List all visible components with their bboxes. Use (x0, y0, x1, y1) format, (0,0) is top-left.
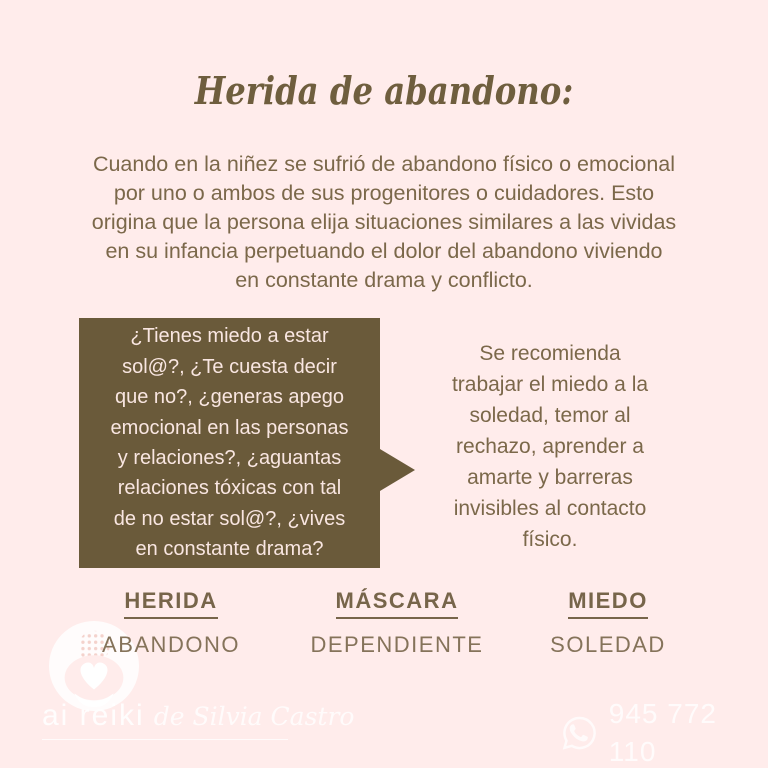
bubble-line: sol@?, ¿Te cuesta decir (122, 355, 337, 378)
intro-paragraph (34, 150, 734, 295)
summary-header-mascara: MÁSCARA (336, 588, 459, 619)
recommendation-line: Se recomienda (479, 342, 621, 365)
speech-bubble-tail (380, 449, 415, 491)
recommendation-line: invisibles al contacto (453, 497, 647, 520)
intro-line: en constante drama y conflicto. (235, 268, 533, 292)
summary-value-abandono: ABANDONO (102, 632, 240, 657)
intro-line: origina que la persona elija situaciones similares a las vividas (91, 210, 677, 234)
bubble-line: ¿Tienes miedo a estar (130, 325, 329, 348)
brand-signature (42, 699, 354, 733)
summary-column-herida (61, 588, 281, 658)
recommendation-line: amarte y barreras (467, 466, 633, 489)
recommendation-line: soledad, temor al (469, 404, 631, 427)
recommendation-paragraph (420, 338, 680, 555)
recommendation-line: rechazo, aprender a (456, 435, 644, 458)
recommendation-line: trabajar el miedo a la (451, 373, 649, 396)
page-title: Herida de abandono: (194, 68, 574, 113)
whatsapp-contact (561, 695, 768, 768)
summary-column-mascara (287, 588, 507, 658)
summary-column-miedo (498, 588, 718, 658)
brand-name: ai reiki (42, 699, 145, 732)
intro-line: Cuando en la niñez se sufrió de abandono físico o emocional (92, 152, 676, 176)
whatsapp-icon (561, 714, 598, 752)
intro-line: en su infancia perpetuando el dolor del abandono viviendo (105, 239, 663, 263)
bubble-line: y relaciones?, ¿aguantas (117, 447, 342, 469)
summary-header-herida: HERIDA (124, 588, 217, 619)
summary-value-soledad: SOLEDAD (550, 632, 666, 657)
bubble-line: en constante drama? (135, 538, 324, 561)
bubble-line: que no?, ¿generas apego (114, 386, 345, 409)
summary-value-dependiente: DEPENDIENTE (310, 632, 484, 657)
phone-number: 945 772 110 (608, 698, 717, 767)
brand-script-name: de Silvia Castro (153, 702, 355, 731)
intro-line: por uno o ambos de sus progenitores o cuidadores. Esto (113, 181, 655, 205)
summary-header-miedo: MIEDO (568, 588, 648, 619)
bubble-line: relaciones tóxicas con tal (117, 477, 342, 500)
questions-speech-bubble (79, 318, 380, 568)
recommendation-line: físico. (522, 528, 578, 551)
brand-underline (42, 739, 288, 740)
bubble-line: de no estar sol@?, ¿vives (113, 507, 346, 530)
bubble-line: emocional en las personas (110, 416, 349, 439)
